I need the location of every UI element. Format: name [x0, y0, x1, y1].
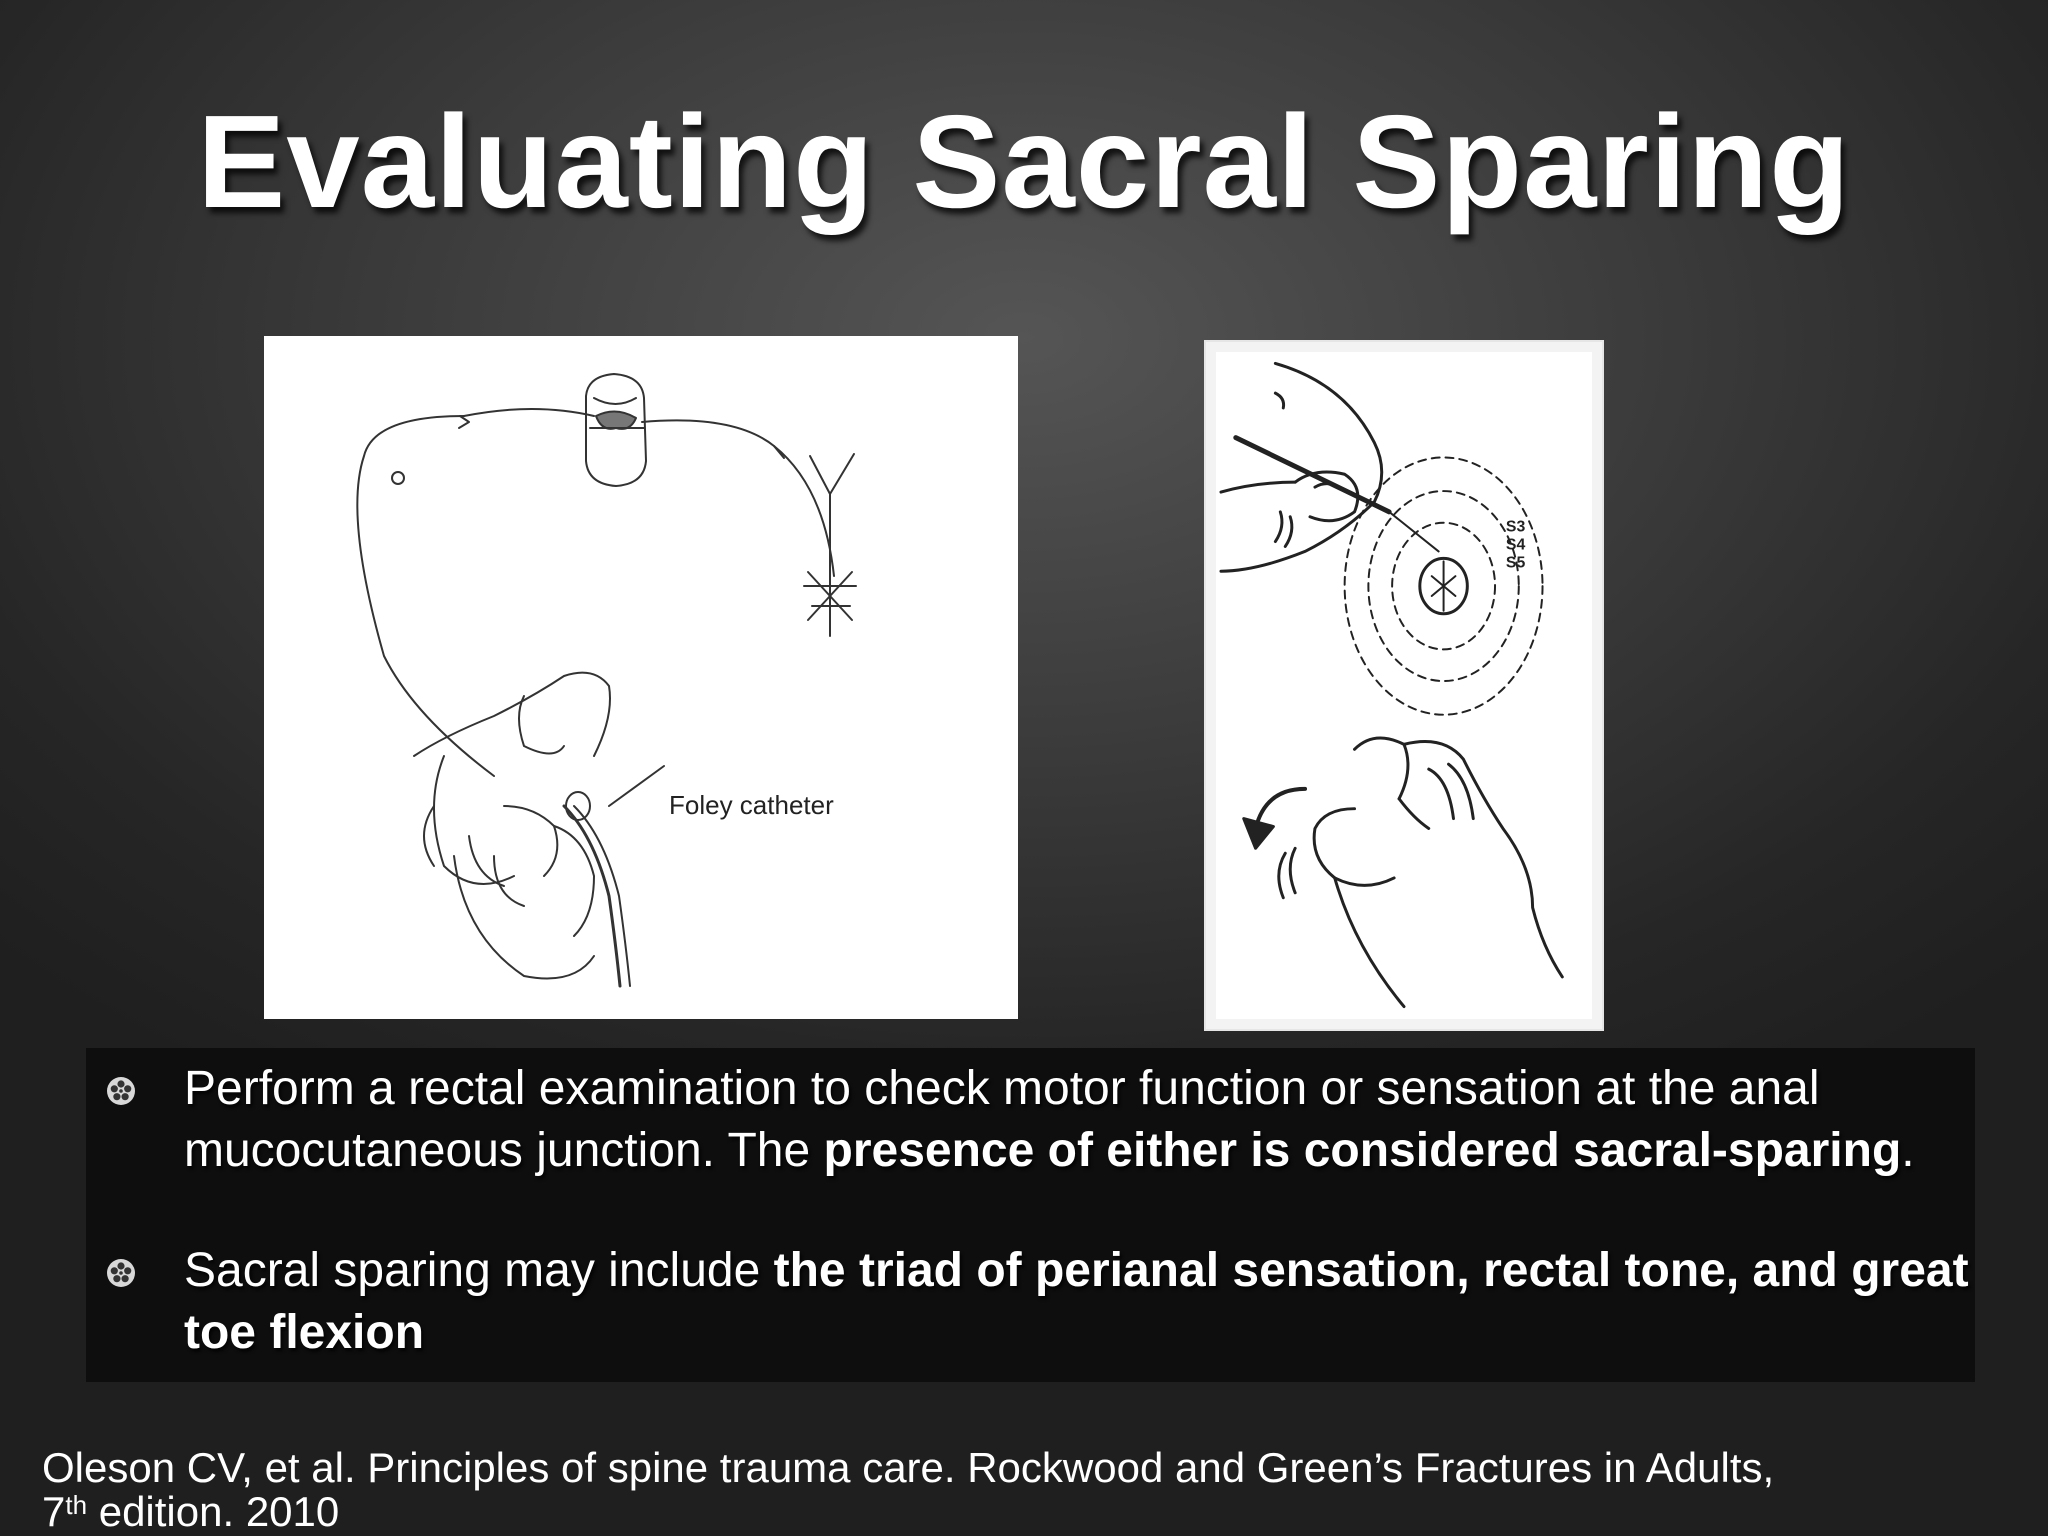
efferent-nerve: [642, 420, 834, 576]
reflex-arc-drawing: [264, 336, 1018, 1019]
citation-edition-suffix: th: [65, 1490, 88, 1520]
citation-edition-number: 7: [42, 1488, 66, 1535]
foot-outline: [1355, 738, 1408, 799]
bullet-item: [86, 1240, 1986, 1364]
citation-edition-rest: edition. 2010: [87, 1488, 340, 1535]
examiner-hand: [414, 673, 610, 756]
nerve-ending: [804, 566, 856, 636]
film-reel-icon: [106, 1258, 136, 1288]
bullet-list: [86, 1058, 1986, 1364]
foley-catheter-label: Foley catheter: [669, 790, 834, 820]
bullet-text-bold: the triad of perianal sensation, rectal tone, and great toe flexion: [184, 1244, 1969, 1359]
dermatome-label-s4: S4: [1505, 536, 1526, 554]
perianal-sensation-and-toe-flexion-illustration: [1204, 340, 1604, 1031]
pin: [1236, 438, 1389, 512]
film-reel-icon: [106, 1076, 136, 1106]
rectal-exam-illustration: [264, 336, 1018, 1019]
sensation-test-drawing: [1216, 352, 1592, 1019]
bullet-item: [86, 1058, 1986, 1182]
afferent-nerve: [357, 416, 494, 776]
slide-title: Evaluating Sacral Sparing: [197, 88, 1851, 235]
dermatome-label-s3: S3: [1505, 518, 1526, 536]
dermatome-label-s5: S5: [1505, 554, 1526, 572]
bullet-text: Perform a rectal examination to check motor function or sensation at the anal mucocutaneous junction. The: [184, 1062, 1820, 1177]
spinal-cord-segment: [586, 374, 646, 486]
bullet-text: .: [1901, 1124, 1915, 1177]
bullet-text-bold: presence of either is considered sacral-sparing: [823, 1124, 1902, 1177]
citation-line-1: Oleson CV, et al. Principles of spine trauma care. Rockwood and Green’s Fractures in Adults,: [42, 1444, 1775, 1491]
citation: [42, 1446, 2022, 1534]
bullet-text: Sacral sparing may include: [184, 1244, 774, 1297]
